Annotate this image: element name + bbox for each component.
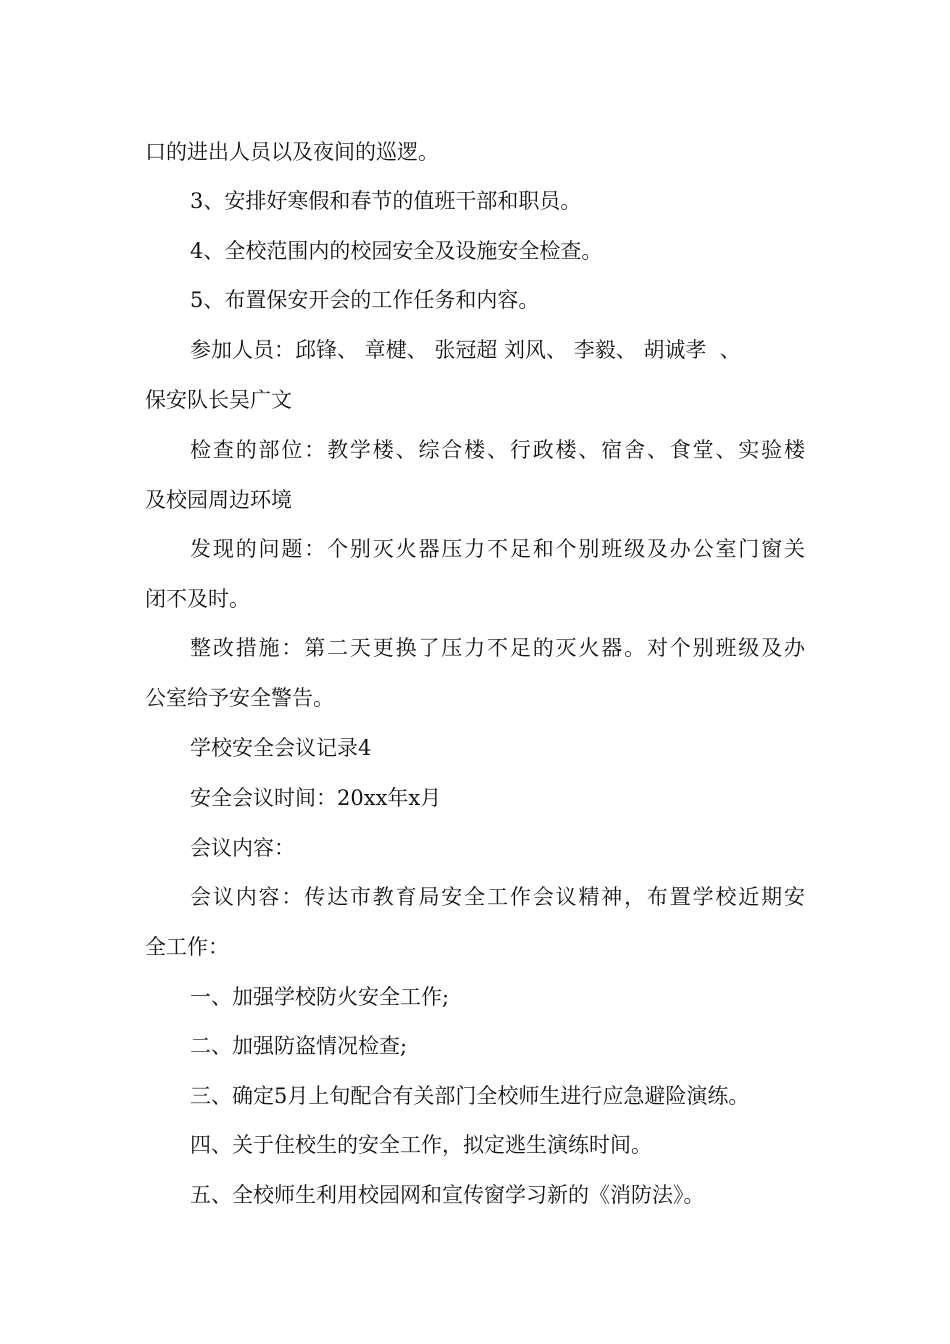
line-text: 安全会议时间：20xx年x月: [190, 786, 442, 810]
line-text: 闭不及时。: [145, 587, 250, 611]
line-text: 参加人员：邱锋、 章楗、 张冠超 刘风、 李毅、 胡诚孝 、: [190, 338, 741, 362]
line-text: 发现的问题：个别灭火器压力不足和个别班级及办公室门窗关: [190, 537, 805, 561]
line-text: 四、关于住校生的安全工作，拟定逃生演练时间。: [190, 1133, 652, 1157]
line-text: 三、确定5月上旬配合有关部门全校师生进行应急避险演练。: [190, 1084, 750, 1108]
line-text: 学校安全会议记录4: [190, 736, 372, 760]
line-text: 3、安排好寒假和春节的值班干部和职员。: [190, 189, 582, 213]
line-text: 及校园周边环境: [145, 488, 292, 512]
line-text: 整改措施：第二天更换了压力不足的灭火器。对个别班级及办: [190, 636, 805, 660]
line-text: 一、加强学校防火安全工作;: [190, 985, 450, 1009]
line-text: 公室给予安全警告。: [145, 686, 334, 710]
line-text: 二、加强防盗情况检查;: [190, 1034, 408, 1058]
line-text: 五、全校师生利用校园网和宣传窗学习新的《消防法》。: [190, 1183, 705, 1207]
line-text: 会议内容：传达市教育局安全工作会议精神，布置学校近期安: [190, 885, 805, 909]
line-text: 口的进出人员以及夜间的巡逻。: [145, 140, 439, 164]
line-text: 保安队长吴广文: [145, 388, 292, 412]
line-text: 5、布置保安开会的工作任务和内容。: [190, 288, 540, 312]
line-text: 4、全校范围内的校园安全及设施安全检查。: [190, 239, 603, 263]
line-text: 检查的部位：教学楼、综合楼、行政楼、宿舍、食堂、实验楼: [190, 438, 805, 462]
line-text: 全工作：: [145, 935, 229, 959]
line-text: 会议内容：: [190, 836, 295, 860]
